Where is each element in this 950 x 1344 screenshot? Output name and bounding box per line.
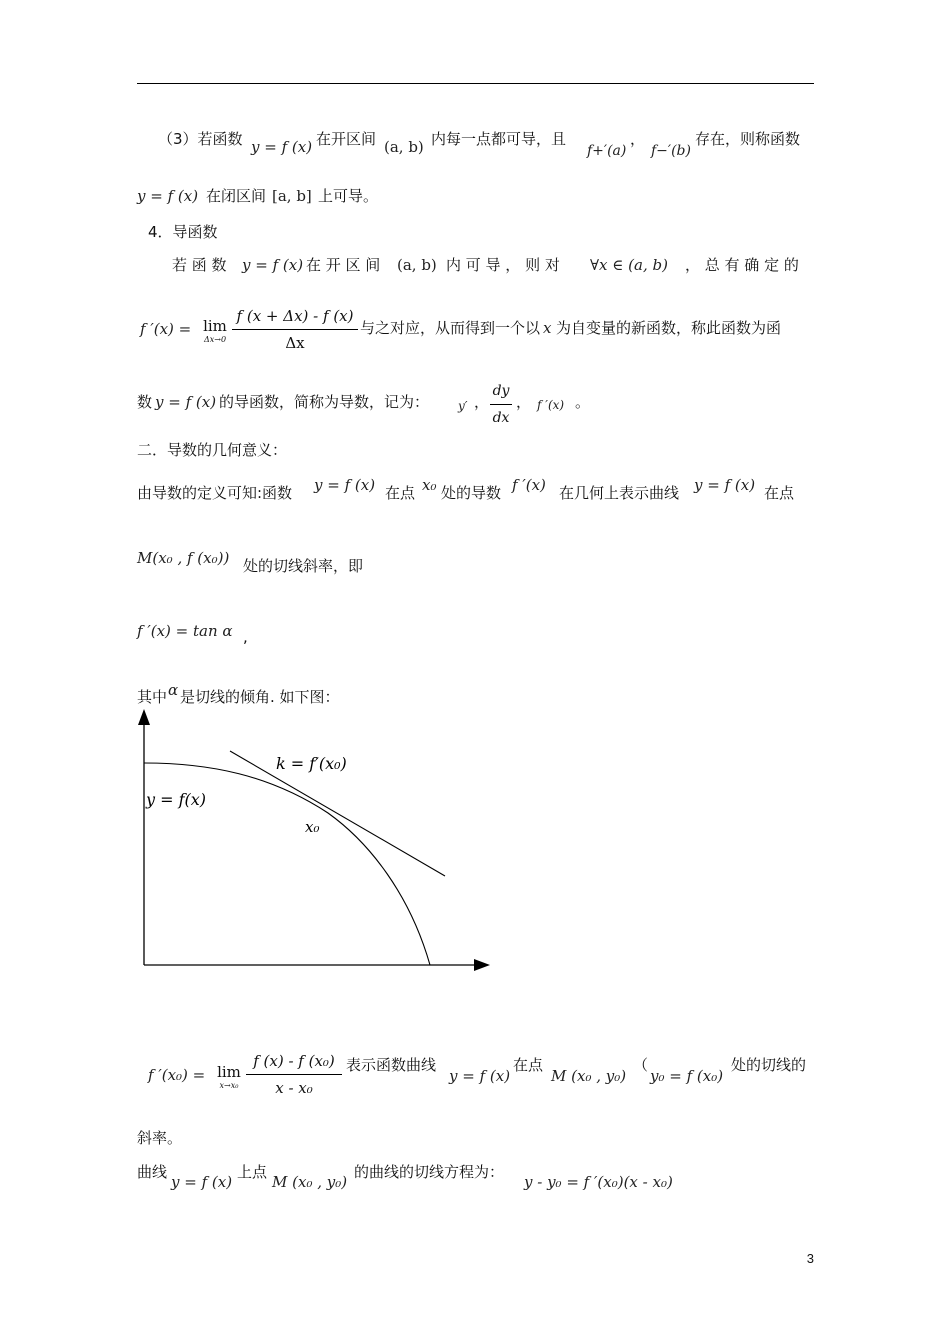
- math-inline: y = f (x): [449, 1067, 511, 1085]
- text: 在点: [513, 1056, 544, 1074]
- math-inline: α: [168, 681, 179, 699]
- y-axis: [138, 709, 150, 965]
- lim-subscript: x→x₀: [219, 1081, 239, 1090]
- limit-operator: [199, 317, 231, 344]
- page-number: 3: [806, 1251, 814, 1266]
- fraction-denominator: x - x₀: [275, 1079, 313, 1097]
- text: 在开区间: [316, 130, 377, 148]
- math-inline: [a, b]: [272, 187, 312, 205]
- math-inline: f ′(x) =: [140, 320, 192, 338]
- lim-label: lim: [203, 317, 227, 335]
- text: 存在，则称函数: [695, 130, 801, 148]
- text: 在几何上表示曲线: [559, 484, 680, 502]
- math-inline: (a, b): [384, 138, 424, 156]
- section-heading: 二．导数的几何意义：: [137, 441, 288, 459]
- x0-label: x₀: [305, 818, 320, 836]
- fraction-bar: [246, 1074, 342, 1075]
- text: （3）若函数: [158, 130, 243, 148]
- math-inline: y′: [458, 399, 468, 413]
- limit-operator: [214, 1063, 244, 1090]
- math-inline: f ′(x₀) =: [148, 1066, 206, 1084]
- text: 上点: [237, 1163, 268, 1181]
- text: 内每一点都可导，且: [431, 130, 567, 148]
- math-inline: y = f (x): [171, 1173, 233, 1191]
- text: 处的切线斜率，即: [243, 557, 364, 575]
- fraction: [232, 306, 358, 353]
- lim-subscript: Δx→0: [203, 335, 227, 344]
- math-inline: y = f (x): [314, 476, 376, 494]
- math-inline: x₀: [422, 476, 437, 494]
- math-inline: f+′(a): [587, 143, 627, 159]
- math-inline: ∀x ∈ (a, b): [590, 256, 668, 274]
- text: 曲线: [137, 1163, 168, 1181]
- text: ，: [474, 393, 490, 411]
- math-inline: M (x₀ , y₀): [551, 1067, 627, 1085]
- text: 其中: [137, 688, 168, 706]
- text: 处的导数: [441, 484, 502, 502]
- text: 的曲线的切线方程为：: [354, 1163, 505, 1181]
- text: 由导数的定义可知:函数: [137, 484, 293, 502]
- text: ，: [516, 393, 532, 411]
- math-inline: f ′(x) = tan α: [137, 622, 233, 640]
- tangent-figure: [130, 705, 500, 980]
- fraction-denominator: Δx: [285, 334, 305, 352]
- text: 处的切线的: [731, 1056, 807, 1074]
- text: 内 可 导 ， 则 对: [446, 256, 560, 274]
- x-axis: [144, 959, 490, 971]
- math-inline: x: [543, 319, 552, 337]
- math-inline: f−′(b): [651, 143, 691, 159]
- text: 在点: [764, 484, 795, 502]
- text: 的导函数，简称为导数，记为：: [219, 393, 430, 411]
- text: ， 总 有 确 定 的: [685, 256, 799, 274]
- math-inline: y = f (x): [242, 256, 304, 274]
- text: ,: [243, 628, 248, 646]
- math-inline: y = f (x): [251, 138, 313, 156]
- fraction: [490, 381, 512, 428]
- lim-label: lim: [217, 1063, 241, 1081]
- math-inline: y - y₀ = f ′(x₀)(x - x₀): [524, 1173, 673, 1191]
- fraction: [246, 1051, 342, 1098]
- text: 在闭区间: [206, 187, 267, 205]
- text: 表示函数曲线: [346, 1056, 437, 1074]
- tangent-label: k = f′(x₀): [276, 754, 347, 773]
- math-inline: f ′(x): [537, 398, 565, 412]
- math-inline: (a, b): [397, 256, 437, 274]
- text: 若 函 数: [172, 256, 227, 274]
- math-inline: M(x₀ , f (x₀)): [137, 549, 230, 567]
- text: 在 开 区 间: [306, 256, 381, 274]
- text: （: [633, 1056, 649, 1074]
- text: 斜率。: [137, 1129, 183, 1147]
- math-inline: M (x₀ , y₀): [272, 1173, 348, 1191]
- fraction-bar: [232, 329, 358, 330]
- header-rule: [137, 83, 814, 84]
- text: 上可导。: [318, 187, 379, 205]
- section-heading: 4．导函数: [148, 223, 218, 241]
- math-inline: y₀ = f (x₀): [650, 1067, 724, 1085]
- math-inline: f ′(x): [512, 476, 546, 494]
- math-inline: y = f (x): [137, 187, 199, 205]
- text: 在点: [385, 484, 416, 502]
- text: 是切线的倾角. 如下图：: [180, 688, 340, 706]
- fraction-numerator: dy: [492, 383, 510, 399]
- text: 为自变量的新函数，称此函数为函: [556, 319, 782, 337]
- fraction-denominator: dx: [492, 410, 510, 426]
- curve-label: y = f(x): [146, 790, 207, 809]
- text: 数: [137, 393, 153, 411]
- fraction-numerator: f (x + Δx) - f (x): [236, 307, 354, 325]
- text: 。: [575, 393, 591, 411]
- fraction-numerator: f (x) - f (x₀): [253, 1052, 335, 1070]
- math-inline: y = f (x): [155, 393, 217, 411]
- text: 与之对应，从而得到一个以: [360, 319, 541, 337]
- text: ，: [630, 130, 646, 148]
- fraction-bar: [490, 404, 512, 405]
- math-inline: y = f (x): [694, 476, 756, 494]
